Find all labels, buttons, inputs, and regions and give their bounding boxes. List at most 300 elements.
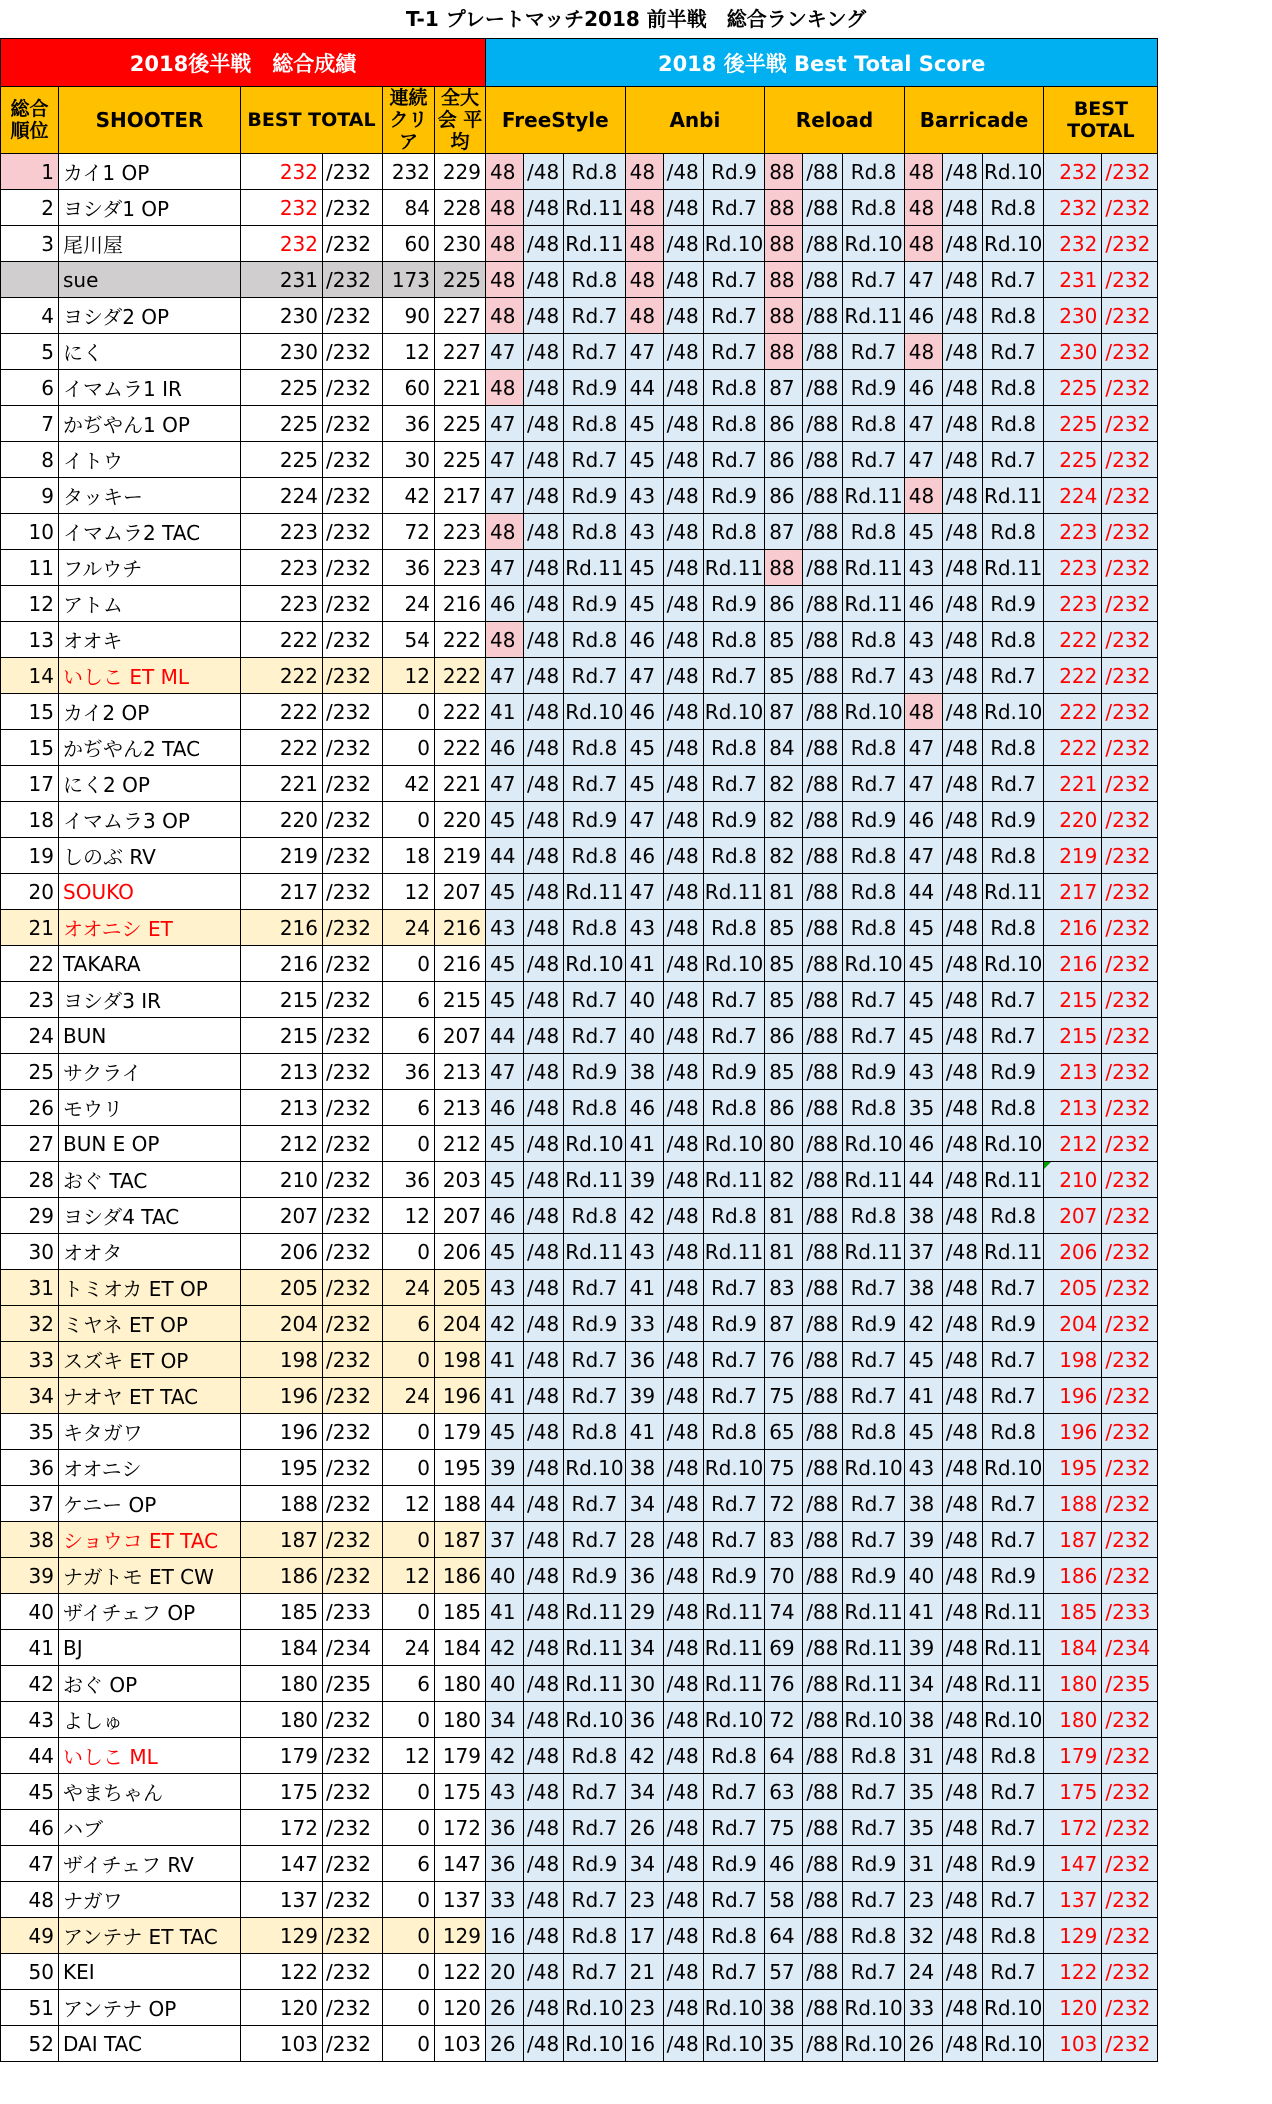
re-denominator: /88	[803, 1702, 843, 1738]
best-denominator: /232	[323, 766, 383, 802]
best-score: 232	[241, 190, 323, 226]
re-denominator: /88	[803, 370, 843, 406]
shooter-name: オオキ	[59, 622, 241, 658]
rank-cell: 37	[1, 1486, 59, 1522]
shooter-name: よしゅ	[59, 1702, 241, 1738]
ba-score: 38	[904, 1270, 942, 1306]
re-round: Rd.11	[843, 298, 904, 334]
best-denominator: /232	[323, 370, 383, 406]
best-denominator: /232	[323, 1342, 383, 1378]
an-round: Rd.8	[703, 1414, 764, 1450]
fs-score: 47	[486, 442, 524, 478]
fs-score: 45	[486, 1234, 524, 1270]
re-score: 86	[765, 586, 803, 622]
re-score: 87	[765, 694, 803, 730]
re-score: 64	[765, 1738, 803, 1774]
ba-round: Rd.11	[982, 1666, 1043, 1702]
re-score: 86	[765, 442, 803, 478]
ba-score: 45	[904, 1342, 942, 1378]
fs-score: 41	[486, 1378, 524, 1414]
ba-score: 45	[904, 910, 942, 946]
re-denominator: /88	[803, 874, 843, 910]
ba-score: 35	[904, 1810, 942, 1846]
re-round: Rd.9	[843, 802, 904, 838]
table-row	[1, 298, 1158, 334]
consecutive-clear: 90	[383, 298, 435, 334]
header-best-right: BEST TOTAL	[1044, 87, 1158, 154]
re-denominator: /88	[803, 838, 843, 874]
best-total-denominator: /232	[1102, 1198, 1158, 1234]
ba-denominator: /48	[942, 1918, 982, 1954]
best-denominator: /232	[323, 1018, 383, 1054]
rank-cell: 38	[1, 1522, 59, 1558]
fs-score: 33	[486, 1882, 524, 1918]
best-total-score: 223	[1044, 550, 1102, 586]
an-score: 38	[625, 1450, 663, 1486]
rank-cell: 7	[1, 406, 59, 442]
re-round: Rd.7	[843, 1018, 904, 1054]
fs-denominator: /48	[524, 190, 564, 226]
an-round: Rd.8	[703, 910, 764, 946]
best-total-score: 103	[1044, 2026, 1102, 2062]
best-total-denominator: /232	[1102, 1486, 1158, 1522]
shooter-name: オオニシ	[59, 1450, 241, 1486]
re-score: 88	[765, 550, 803, 586]
best-denominator: /232	[323, 442, 383, 478]
an-denominator: /48	[663, 730, 703, 766]
re-round: Rd.10	[843, 1450, 904, 1486]
fs-score: 47	[486, 1054, 524, 1090]
re-denominator: /88	[803, 766, 843, 802]
header-barricade: Barricade	[904, 87, 1044, 154]
fs-round: Rd.11	[564, 550, 625, 586]
re-round: Rd.8	[843, 154, 904, 190]
best-total-denominator: /232	[1102, 1990, 1158, 2026]
fs-score: 48	[486, 514, 524, 550]
re-round: Rd.8	[843, 1198, 904, 1234]
an-score: 47	[625, 334, 663, 370]
best-score: 175	[241, 1774, 323, 1810]
ba-round: Rd.10	[982, 946, 1043, 982]
an-denominator: /48	[663, 1522, 703, 1558]
an-score: 48	[625, 226, 663, 262]
best-total-denominator: /232	[1102, 1306, 1158, 1342]
fs-denominator: /48	[524, 1774, 564, 1810]
ba-round: Rd.7	[982, 1378, 1043, 1414]
best-total-denominator: /232	[1102, 1558, 1158, 1594]
re-score: 82	[765, 802, 803, 838]
ba-score: 48	[904, 478, 942, 514]
table-row	[1, 1378, 1158, 1414]
table-row	[1, 1594, 1158, 1630]
an-denominator: /48	[663, 586, 703, 622]
ba-round: Rd.8	[982, 406, 1043, 442]
best-denominator: /232	[323, 622, 383, 658]
re-score: 70	[765, 1558, 803, 1594]
best-total-score: 223	[1044, 514, 1102, 550]
shooter-name: かぢやん1 OP	[59, 406, 241, 442]
average-score: 205	[435, 1270, 486, 1306]
ba-denominator: /48	[942, 1702, 982, 1738]
best-score: 204	[241, 1306, 323, 1342]
fs-denominator: /48	[524, 910, 564, 946]
re-denominator: /88	[803, 1342, 843, 1378]
an-denominator: /48	[663, 658, 703, 694]
table-row	[1, 478, 1158, 514]
re-denominator: /88	[803, 1162, 843, 1198]
average-score: 223	[435, 550, 486, 586]
re-score: 86	[765, 1018, 803, 1054]
shooter-name: モウリ	[59, 1090, 241, 1126]
average-score: 221	[435, 370, 486, 406]
an-round: Rd.10	[703, 694, 764, 730]
fs-denominator: /48	[524, 2026, 564, 2062]
table-row	[1, 226, 1158, 262]
shooter-name: サクライ	[59, 1054, 241, 1090]
table-row	[1, 1234, 1158, 1270]
an-round: Rd.8	[703, 1738, 764, 1774]
an-score: 34	[625, 1630, 663, 1666]
best-score: 223	[241, 550, 323, 586]
consecutive-clear: 30	[383, 442, 435, 478]
fs-denominator: /48	[524, 1666, 564, 1702]
rank-cell: 3	[1, 226, 59, 262]
re-round: Rd.7	[843, 1342, 904, 1378]
band-row	[1, 39, 1158, 87]
ba-score: 48	[904, 226, 942, 262]
consecutive-clear: 12	[383, 1198, 435, 1234]
best-denominator: /232	[323, 2026, 383, 2062]
consecutive-clear: 0	[383, 1702, 435, 1738]
an-denominator: /48	[663, 298, 703, 334]
ba-score: 32	[904, 1918, 942, 1954]
an-round: Rd.7	[703, 262, 764, 298]
rank-cell: 33	[1, 1342, 59, 1378]
rank-cell: 21	[1, 910, 59, 946]
best-denominator: /234	[323, 1630, 383, 1666]
re-round: Rd.8	[843, 874, 904, 910]
consecutive-clear: 0	[383, 1342, 435, 1378]
fs-round: Rd.7	[564, 766, 625, 802]
ba-round: Rd.8	[982, 514, 1043, 550]
re-denominator: /88	[803, 406, 843, 442]
rank-cell: 8	[1, 442, 59, 478]
fs-denominator: /48	[524, 1846, 564, 1882]
ba-round: Rd.9	[982, 1054, 1043, 1090]
ba-denominator: /48	[942, 586, 982, 622]
table-row	[1, 1090, 1158, 1126]
fs-denominator: /48	[524, 694, 564, 730]
header-shooter: SHOOTER	[59, 87, 241, 154]
fs-denominator: /48	[524, 1054, 564, 1090]
an-denominator: /48	[663, 910, 703, 946]
re-score: 76	[765, 1342, 803, 1378]
re-denominator: /88	[803, 190, 843, 226]
average-score: 175	[435, 1774, 486, 1810]
best-denominator: /232	[323, 262, 383, 298]
ba-score: 48	[904, 154, 942, 190]
best-score: 180	[241, 1702, 323, 1738]
best-score: 224	[241, 478, 323, 514]
re-score: 85	[765, 622, 803, 658]
ba-score: 47	[904, 262, 942, 298]
an-round: Rd.7	[703, 1774, 764, 1810]
fs-round: Rd.8	[564, 154, 625, 190]
fs-score: 48	[486, 226, 524, 262]
ba-round: Rd.9	[982, 1846, 1043, 1882]
ba-round: Rd.8	[982, 730, 1043, 766]
best-total-score: 187	[1044, 1522, 1102, 1558]
re-round: Rd.11	[843, 1630, 904, 1666]
ranking-table	[0, 38, 1158, 2062]
best-denominator: /232	[323, 946, 383, 982]
an-round: Rd.7	[703, 982, 764, 1018]
average-score: 186	[435, 1558, 486, 1594]
consecutive-clear: 6	[383, 1666, 435, 1702]
best-total-score: 205	[1044, 1270, 1102, 1306]
best-total-score: 188	[1044, 1486, 1102, 1522]
best-denominator: /232	[323, 514, 383, 550]
ba-round: Rd.10	[982, 226, 1043, 262]
ba-score: 45	[904, 982, 942, 1018]
re-round: Rd.10	[843, 694, 904, 730]
best-total-denominator: /232	[1102, 1450, 1158, 1486]
an-score: 34	[625, 1486, 663, 1522]
rank-cell: 15	[1, 730, 59, 766]
fs-round: Rd.7	[564, 442, 625, 478]
table-row	[1, 1918, 1158, 1954]
fs-score: 44	[486, 1486, 524, 1522]
fs-denominator: /48	[524, 1018, 564, 1054]
best-total-denominator: /232	[1102, 1054, 1158, 1090]
best-total-denominator: /235	[1102, 1666, 1158, 1702]
fs-denominator: /48	[524, 586, 564, 622]
consecutive-clear: 0	[383, 1234, 435, 1270]
ba-score: 46	[904, 298, 942, 334]
fs-round: Rd.7	[564, 1378, 625, 1414]
table-row	[1, 1702, 1158, 1738]
fs-round: Rd.10	[564, 694, 625, 730]
consecutive-clear: 12	[383, 1486, 435, 1522]
an-denominator: /48	[663, 766, 703, 802]
fs-score: 48	[486, 190, 524, 226]
an-score: 42	[625, 1198, 663, 1234]
best-total-denominator: /232	[1102, 1270, 1158, 1306]
rank-cell: 49	[1, 1918, 59, 1954]
ba-denominator: /48	[942, 154, 982, 190]
average-score: 230	[435, 226, 486, 262]
best-total-denominator: /232	[1102, 1018, 1158, 1054]
an-round: Rd.11	[703, 1162, 764, 1198]
re-round: Rd.9	[843, 370, 904, 406]
table-row	[1, 1162, 1158, 1198]
re-score: 86	[765, 1090, 803, 1126]
average-score: 147	[435, 1846, 486, 1882]
re-round: Rd.7	[843, 982, 904, 1018]
ba-round: Rd.8	[982, 1738, 1043, 1774]
fs-round: Rd.8	[564, 910, 625, 946]
fs-score: 45	[486, 946, 524, 982]
fs-round: Rd.10	[564, 1126, 625, 1162]
best-total-score: 213	[1044, 1054, 1102, 1090]
best-total-score: 120	[1044, 1990, 1102, 2026]
fs-denominator: /48	[524, 1630, 564, 1666]
an-denominator: /48	[663, 1054, 703, 1090]
consecutive-clear: 232	[383, 154, 435, 190]
ba-denominator: /48	[942, 1558, 982, 1594]
best-total-score: 222	[1044, 694, 1102, 730]
shooter-name: ヨシダ1 OP	[59, 190, 241, 226]
ba-score: 47	[904, 766, 942, 802]
table-row	[1, 1306, 1158, 1342]
ba-denominator: /48	[942, 1594, 982, 1630]
shooter-name: おぐ TAC	[59, 1162, 241, 1198]
re-round: Rd.11	[843, 1594, 904, 1630]
fs-score: 48	[486, 298, 524, 334]
ba-denominator: /48	[942, 1018, 982, 1054]
fs-denominator: /48	[524, 1594, 564, 1630]
re-score: 69	[765, 1630, 803, 1666]
re-denominator: /88	[803, 514, 843, 550]
re-denominator: /88	[803, 910, 843, 946]
fs-denominator: /48	[524, 622, 564, 658]
ba-denominator: /48	[942, 1090, 982, 1126]
consecutive-clear: 84	[383, 190, 435, 226]
ba-round: Rd.9	[982, 1558, 1043, 1594]
consecutive-clear: 24	[383, 1270, 435, 1306]
fs-denominator: /48	[524, 838, 564, 874]
ba-round: Rd.10	[982, 154, 1043, 190]
an-round: Rd.9	[703, 1558, 764, 1594]
table-row	[1, 730, 1158, 766]
fs-denominator: /48	[524, 514, 564, 550]
an-denominator: /48	[663, 478, 703, 514]
best-total-denominator: /232	[1102, 1774, 1158, 1810]
re-round: Rd.11	[843, 1234, 904, 1270]
table-row	[1, 658, 1158, 694]
re-score: 88	[765, 298, 803, 334]
best-score: 225	[241, 442, 323, 478]
header-clear: 連続 クリア	[383, 87, 435, 154]
re-score: 75	[765, 1450, 803, 1486]
best-score: 219	[241, 838, 323, 874]
re-score: 57	[765, 1954, 803, 1990]
rank-cell: 12	[1, 586, 59, 622]
best-total-denominator: /232	[1102, 298, 1158, 334]
ba-round: Rd.7	[982, 442, 1043, 478]
fs-denominator: /48	[524, 478, 564, 514]
an-score: 43	[625, 514, 663, 550]
an-round: Rd.7	[703, 334, 764, 370]
fs-score: 47	[486, 766, 524, 802]
rank-cell: 11	[1, 550, 59, 586]
fs-round: Rd.11	[564, 1162, 625, 1198]
average-score: 198	[435, 1342, 486, 1378]
header-freestyle: FreeStyle	[486, 87, 626, 154]
rank-cell: 10	[1, 514, 59, 550]
ba-round: Rd.7	[982, 334, 1043, 370]
an-denominator: /48	[663, 154, 703, 190]
fs-score: 46	[486, 586, 524, 622]
re-round: Rd.8	[843, 1918, 904, 1954]
rank-cell: 18	[1, 802, 59, 838]
consecutive-clear: 36	[383, 1162, 435, 1198]
best-total-denominator: /232	[1102, 838, 1158, 874]
fs-denominator: /48	[524, 370, 564, 406]
best-total-score: 206	[1044, 1234, 1102, 1270]
header-best: BEST TOTAL	[241, 87, 383, 154]
table-row	[1, 1882, 1158, 1918]
average-score: 222	[435, 694, 486, 730]
ba-round: Rd.8	[982, 1090, 1043, 1126]
re-score: 83	[765, 1522, 803, 1558]
re-score: 81	[765, 1234, 803, 1270]
average-score: 129	[435, 1918, 486, 1954]
re-score: 85	[765, 982, 803, 1018]
best-score: 196	[241, 1378, 323, 1414]
an-score: 47	[625, 802, 663, 838]
ba-round: Rd.8	[982, 1414, 1043, 1450]
an-score: 43	[625, 478, 663, 514]
best-denominator: /232	[323, 1198, 383, 1234]
consecutive-clear: 173	[383, 262, 435, 298]
band-left: 2018後半戦 総合成績	[1, 39, 486, 87]
best-total-score: 217	[1044, 874, 1102, 910]
fs-denominator: /48	[524, 946, 564, 982]
ba-score: 34	[904, 1666, 942, 1702]
ba-denominator: /48	[942, 1846, 982, 1882]
average-score: 172	[435, 1810, 486, 1846]
table-row	[1, 766, 1158, 802]
re-score: 75	[765, 1810, 803, 1846]
ba-score: 47	[904, 442, 942, 478]
fs-denominator: /48	[524, 1270, 564, 1306]
re-denominator: /88	[803, 262, 843, 298]
re-round: Rd.7	[843, 1774, 904, 1810]
ba-denominator: /48	[942, 1990, 982, 2026]
fs-denominator: /48	[524, 982, 564, 1018]
fs-score: 44	[486, 838, 524, 874]
re-round: Rd.11	[843, 1162, 904, 1198]
fs-round: Rd.11	[564, 190, 625, 226]
an-round: Rd.7	[703, 1486, 764, 1522]
re-round: Rd.8	[843, 838, 904, 874]
an-denominator: /48	[663, 1018, 703, 1054]
best-denominator: /232	[323, 298, 383, 334]
re-score: 82	[765, 766, 803, 802]
re-round: Rd.7	[843, 766, 904, 802]
best-score: 216	[241, 910, 323, 946]
best-denominator: /232	[323, 1990, 383, 2026]
consecutive-clear: 36	[383, 1054, 435, 1090]
fs-denominator: /48	[524, 298, 564, 334]
rank-cell: 6	[1, 370, 59, 406]
an-score: 45	[625, 442, 663, 478]
an-round: Rd.8	[703, 730, 764, 766]
shooter-name: BUN E OP	[59, 1126, 241, 1162]
best-total-denominator: /232	[1102, 1810, 1158, 1846]
best-total-denominator: /233	[1102, 1594, 1158, 1630]
best-total-score: 219	[1044, 838, 1102, 874]
table-row	[1, 1342, 1158, 1378]
header-row	[1, 87, 1158, 154]
ba-score: 39	[904, 1630, 942, 1666]
consecutive-clear: 12	[383, 658, 435, 694]
an-denominator: /48	[663, 1198, 703, 1234]
shooter-name: キタガワ	[59, 1414, 241, 1450]
best-total-score: 216	[1044, 910, 1102, 946]
best-total-denominator: /232	[1102, 694, 1158, 730]
